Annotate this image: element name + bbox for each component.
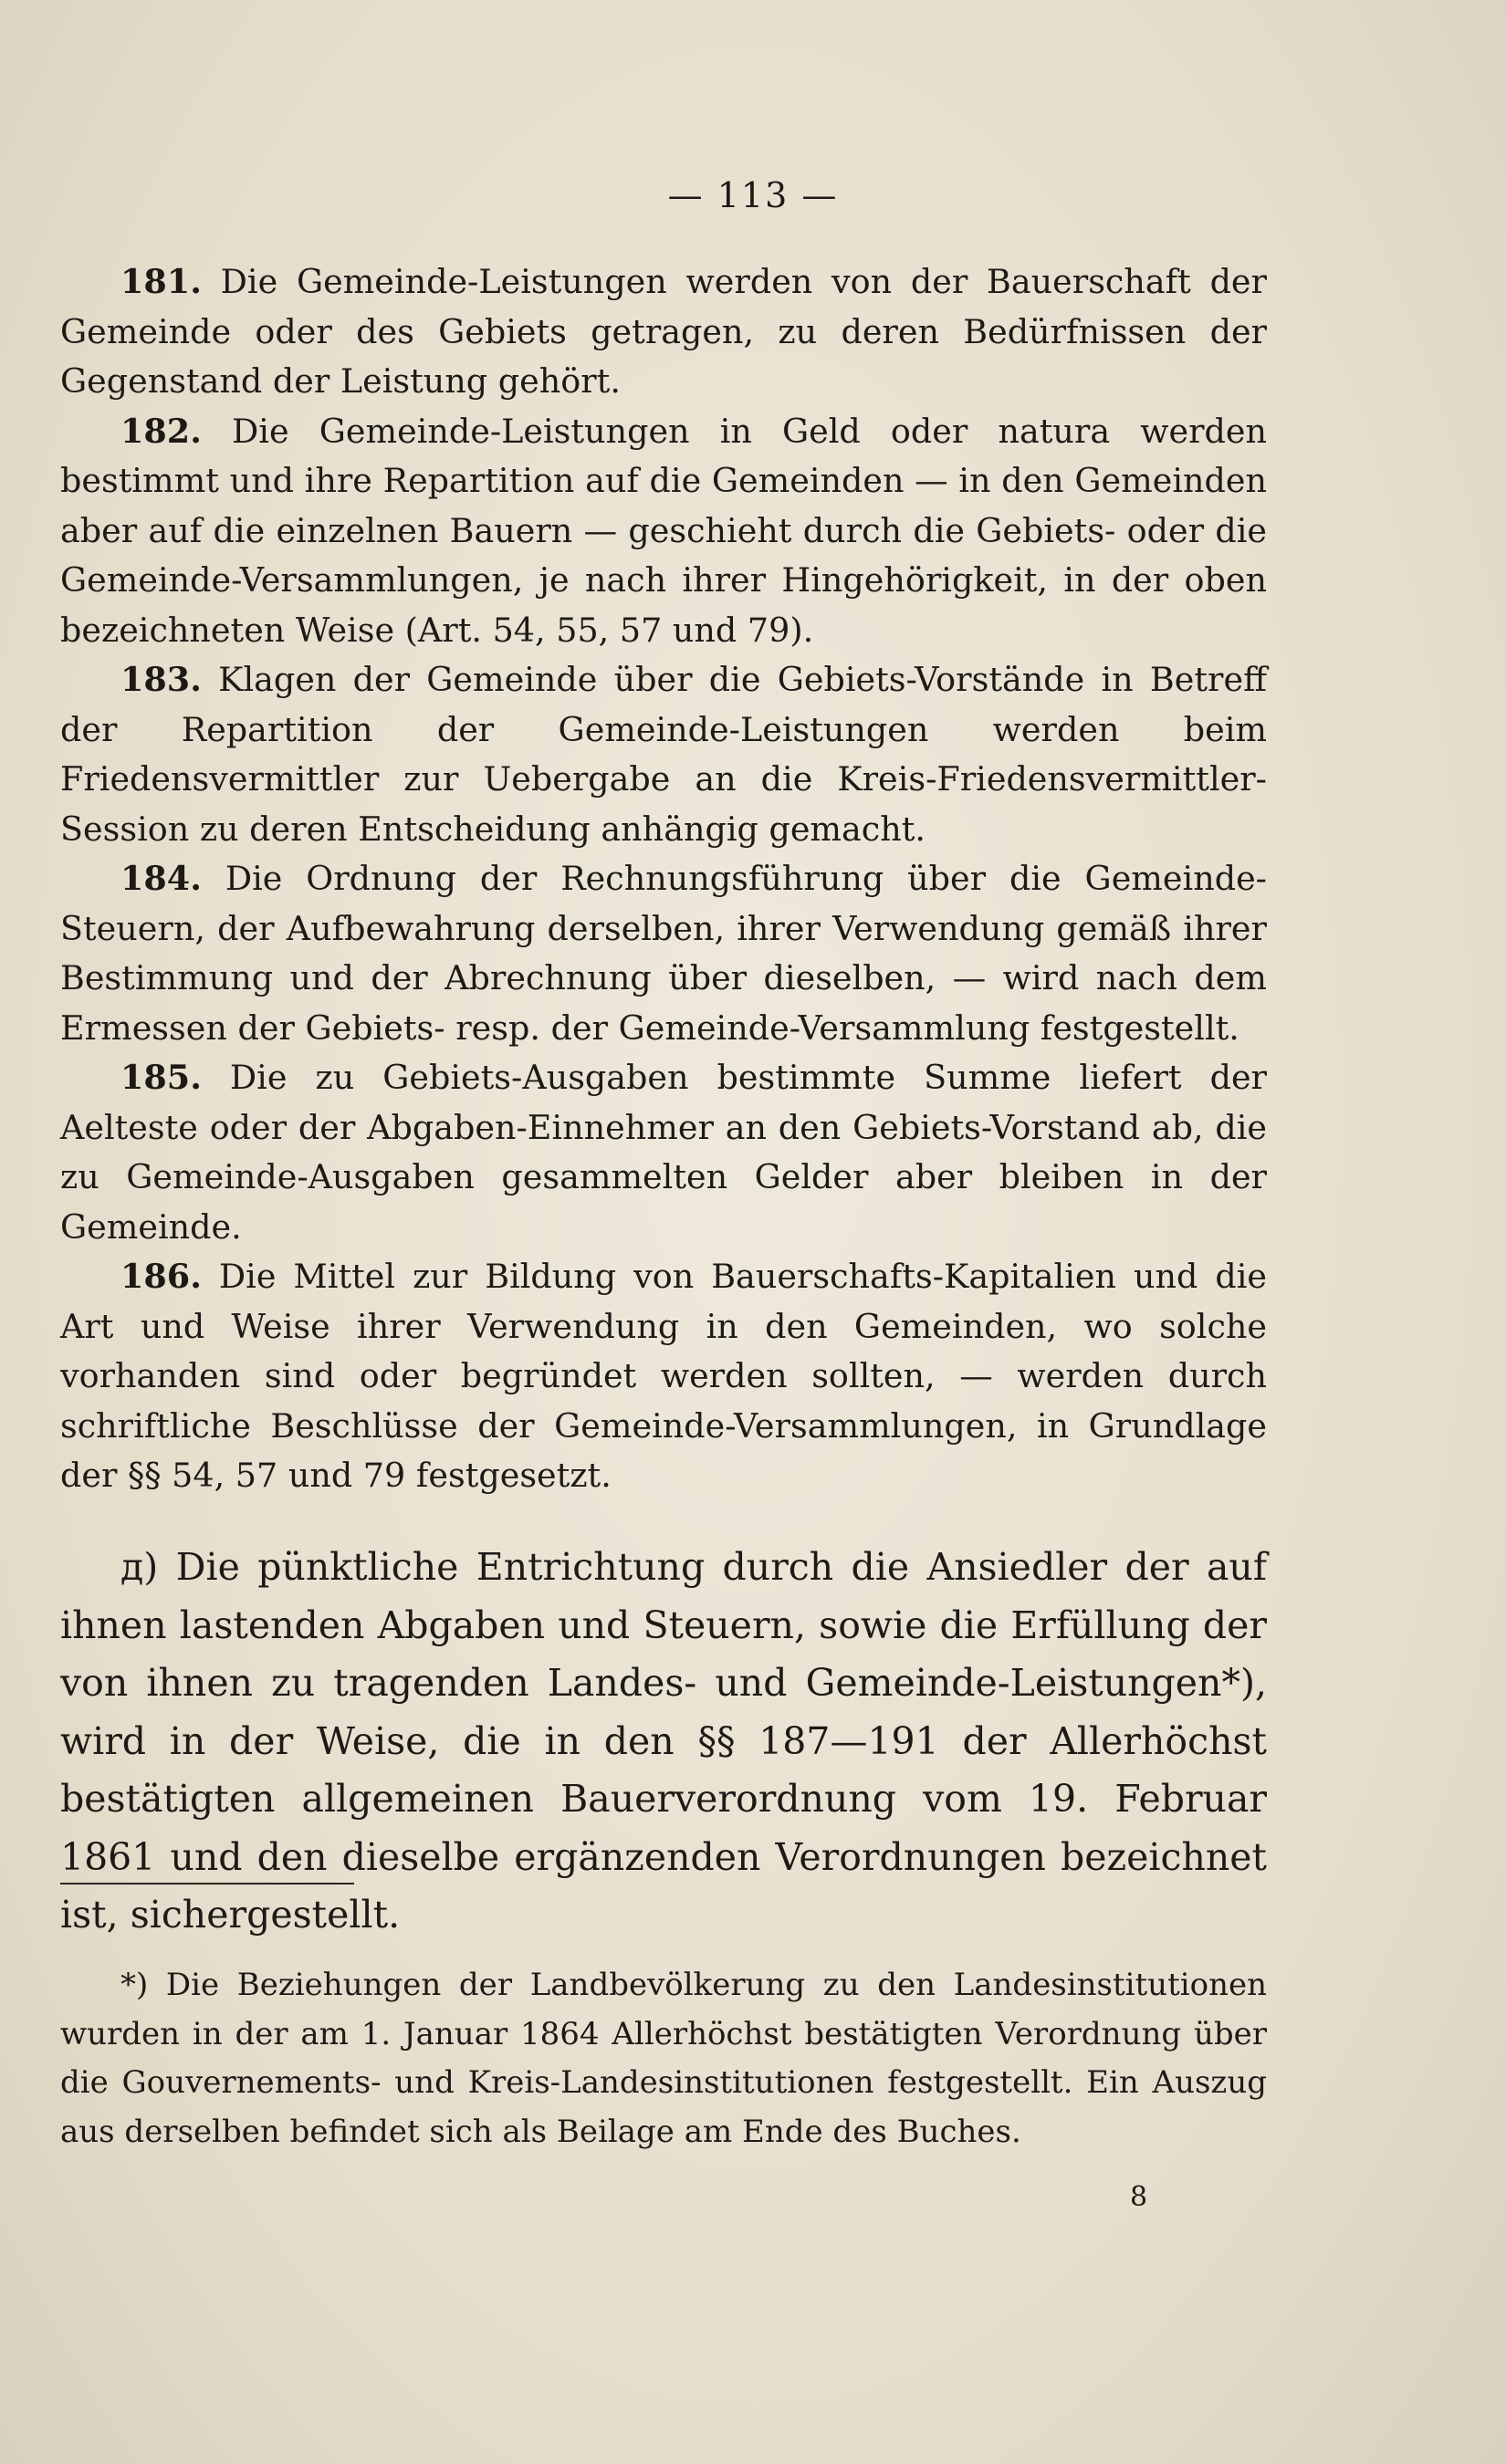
footnote-divider: [60, 1883, 354, 1885]
section-182: [60, 407, 1267, 656]
section-185: [60, 1053, 1267, 1252]
section-number: 183.: [120, 660, 202, 699]
section-184: [60, 854, 1267, 1053]
section-number: 182.: [120, 411, 202, 451]
section-183: [60, 655, 1267, 854]
section-list: [60, 257, 1267, 1501]
section-text: Die Ordnung der Rechnungsführung über die Gemeinde-Steuern, der Aufbewahrung derselben, ihrer Verwendung gemäß ihrer Bestimmung und der Abrechnung über dieselben, — wird nach dem Ermessen der Gebiets- resp. der Gemeinde-Versammlung festgestellt.: [60, 859, 1268, 1048]
footnote: *) Die Beziehungen der Landbevölkerung zu den Landesinstitutionen wurden in der am 1. Januar 1864 Allerhöchst bestätigten Verordnung über die Gouvernements- und Kreis-Landesinstitutionen festgestellt. Ein Auszug aus derselben befindet sich als Beilage am Ende des Buches.: [60, 1967, 1267, 2150]
section-text: Klagen der Gemeinde über die Gebiets-Vorstände in Betreff der Repartition der Gemeinde-Leistungen werden beim Friedensvermittler zur Uebergabe an die Kreis-Friedensvermittler-Session zu deren Entscheidung anhängig gemacht.: [60, 660, 1267, 849]
section-text: Die Gemeinde-Leistungen in Geld oder natura werden bestimmt und ihre Repartition auf die Gemeinden — in den Gemeinden aber auf die einzelnen Bauern — geschieht durch die Gebiets- oder die Gemeinde-Versammlungen, je nach ihrer Hingehörigkeit, in der oben bezeichneten Weise (Art. 54, 55, 57 und 79).: [60, 411, 1267, 650]
section-186: [60, 1252, 1267, 1501]
section-number: 185.: [120, 1058, 202, 1097]
section-number: 184.: [120, 859, 202, 898]
section-text: Die zu Gebiets-Ausgaben bestimmte Summe liefert der Aelteste oder der Abgaben-Einnehmer an den Gebiets-Vorstand ab, die zu Gemeinde-Ausgaben gesammelten Gelder aber bleiben in der Gemeinde.: [60, 1058, 1267, 1247]
section-181: [60, 257, 1267, 407]
section-text: Die Gemeinde-Leistungen werden von der Bauerschaft der Gemeinde oder des Gebiets getragen, zu deren Bedürfnissen der Gegenstand der Leistung gehört.: [60, 262, 1267, 401]
section-text: Die Mittel zur Bildung von Bauerschafts-Kapitalien und die Art und Weise ihrer Verwendung in den Gemeinden, wo solche vorhanden sind oder begründet werden sollten, — werden durch schriftliche Beschlüsse der Gemeinde-Versammlungen, in Grundlage der §§ 54, 57 und 79 festgesetzt.: [60, 1257, 1267, 1495]
section-number: 181.: [120, 262, 202, 301]
paragraph-d: д) Die pünktliche Entrichtung durch die Ansiedler der auf ihnen lastenden Abgaben und Steuern, sowie die Erfüllung der von ihnen zu tragenden Landes- und Gemeinde-Leistungen*), wird in der Weise, die in den §§ 187—191 der Allerhöchst bestätigten allgemeinen Bauerverordnung vom 19. Februar 1861 und den dieselbe ergänzenden Verordnungen bezeichnet ist, sichergestellt.: [60, 1545, 1267, 1937]
page-number: — 113 —: [667, 175, 839, 215]
section-number: 186.: [120, 1257, 202, 1296]
signature-mark: 8: [1130, 2181, 1148, 2213]
